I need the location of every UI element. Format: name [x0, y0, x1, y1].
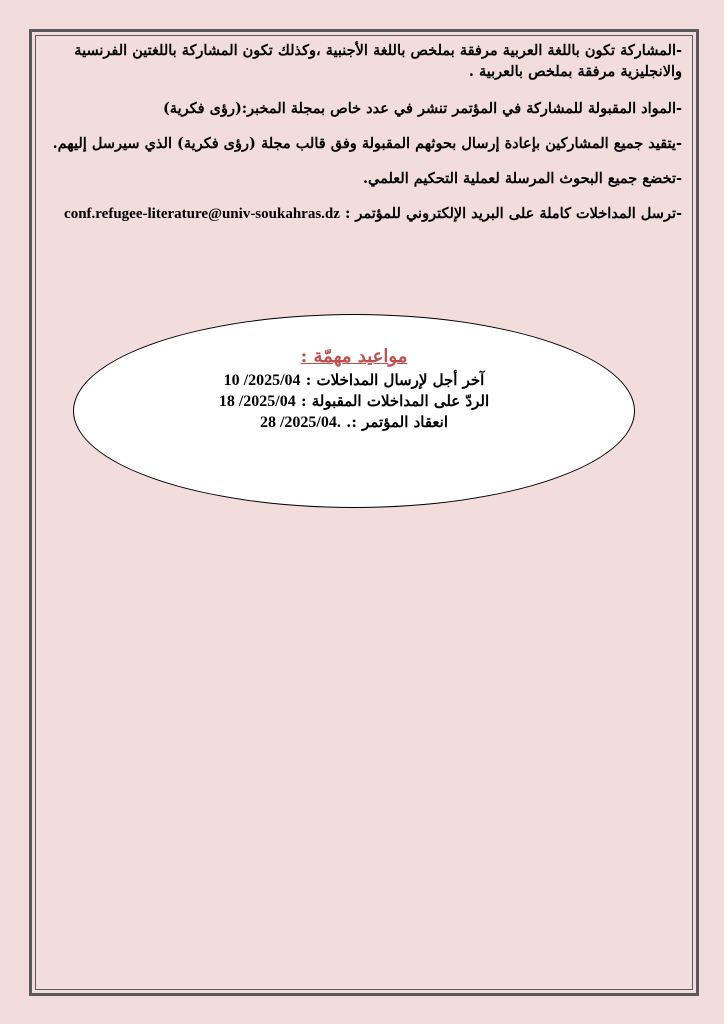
date-label: آخر أجل لإرسال المداخلات :: [305, 371, 485, 389]
paragraph-email: [44, 203, 682, 225]
important-dates-heading: مواعيد مهمّة :: [300, 346, 408, 367]
paragraph-template: -يتقيد جميع المشاركين بإعادة إرسال بحوثهم المقبولة وفق قالب مجلة (رؤى فكرية) الذي سيرسل إليهم.: [52, 135, 682, 152]
paragraph-review: -تخضع جميع البحوث المرسلة لعملية التحكيم العلمي.: [362, 170, 682, 187]
paragraph-publication: -المواد المقبولة للمشاركة في المؤتمر تنشر في عدد خاص بمجلة المخبر:(رؤى فكرية): [162, 100, 682, 117]
date-submission-deadline: [73, 370, 635, 391]
date-label: الردّ على المداخلات المقبولة :: [300, 392, 490, 410]
important-dates: [73, 344, 635, 433]
date-value: 10 /2025/04: [223, 372, 301, 389]
date-label: انعقاد المؤتمر :.: [346, 413, 449, 431]
date-acceptance-reply: [73, 391, 635, 412]
date-value: 18 /2025/04: [218, 393, 296, 410]
email-address: conf.refugee-literature@univ-soukahras.dz: [64, 206, 340, 222]
date-conference: [73, 412, 635, 433]
announcement-text: [44, 40, 682, 225]
email-instruction: -ترسل المداخلات كاملة على البريد الإلكتروني للمؤتمر :: [344, 205, 682, 222]
date-value: 28 /2025/04.: [259, 414, 341, 431]
paragraph-language: -المشاركة تكون باللغة العربية مرفقة بملخص باللغة الأجنبية ،وكذلك تكون المشاركة باللغتين الفرنسية والانجليزية مرفقة بملخص بالعربية .: [74, 42, 682, 80]
